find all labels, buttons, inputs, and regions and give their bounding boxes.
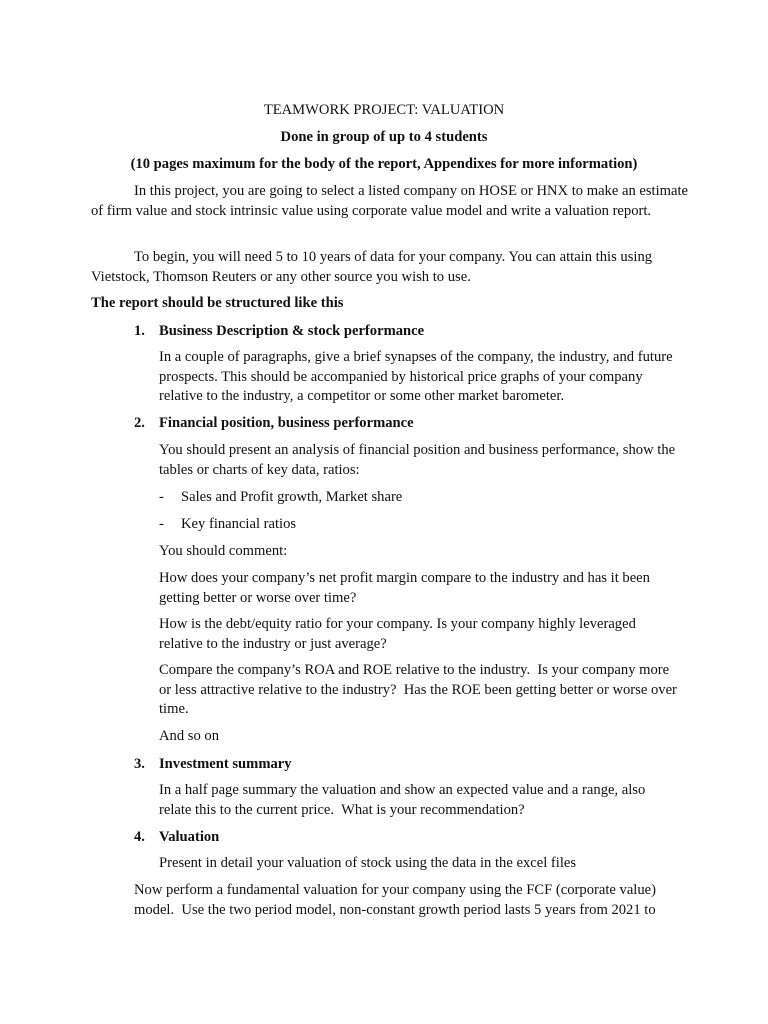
bullet-item: Sales and Profit growth, Market share [181,489,403,505]
section-text: In a couple of paragraphs, give a brief synapses of the company, the industry, and future prospects. This should be accompanied by historical price graphs of your company relative to the industry, a competitor or some other market barometer. [159,349,677,404]
question-1: How does your company’s net profit margin compare to the industry and has it been getting better or worse over time? [159,570,654,606]
intro-paragraph-2: To begin, you will need 5 to 10 years of data for your company. You can attain this using Vietstock, Thomson Reuters or any other source you wish to use. [91,249,656,285]
page-limit-note: (10 pages maximum for the body of the report, Appendixes for more information) [130,156,638,172]
document-title: TEAMWORK PROJECT: VALUATION [263,102,505,118]
bullet-marker: - [159,516,164,532]
section-text: You should present an analysis of financial position and business performance, show the tables or charts of key data, ratios: [159,442,679,478]
section-number: 2. [134,415,145,431]
section-text: In a half page summary the valuation and show an expected value and a range, also relate this to the current price. What is your recommendation? [159,782,649,818]
section-text: Present in detail your valuation of stock using the data in the excel files [159,855,577,871]
comment-intro: You should comment: [159,543,288,559]
question-2: How is the debt/equity ratio for your company. Is your company highly leveraged relative to the industry or just average? [159,616,640,652]
final-paragraph: Now perform a fundamental valuation for your company using the FCF (corporate value) model. Use the two period model, non-constant growth period lasts 5 years from 2021 to [134,882,660,918]
section-number: 3. [134,756,145,772]
section-number: 1. [134,323,145,339]
document-subtitle: Done in group of up to 4 students [280,129,488,145]
intro-paragraph-1: In this project, you are going to select a listed company on HOSE or HNX to make an estimate of firm value and stock intrinsic value using corporate value model and write a valuation report. [91,183,692,219]
section-heading: Business Description & stock performance [159,323,425,339]
closing-text: And so on [159,728,219,744]
section-heading: Investment summary [159,756,292,772]
section-number: 4. [134,829,145,845]
section-heading: Valuation [159,829,220,845]
bullet-item: Key financial ratios [181,516,297,532]
structure-heading: The report should be structured like this [91,295,344,311]
section-heading: Financial position, business performance [159,415,414,431]
question-3: Compare the company’s ROA and ROE relative to the industry. Is your company more or less attractive relative to the industry? Has the ROE been getting better or worse over time. [159,662,681,717]
bullet-marker: - [159,489,164,505]
